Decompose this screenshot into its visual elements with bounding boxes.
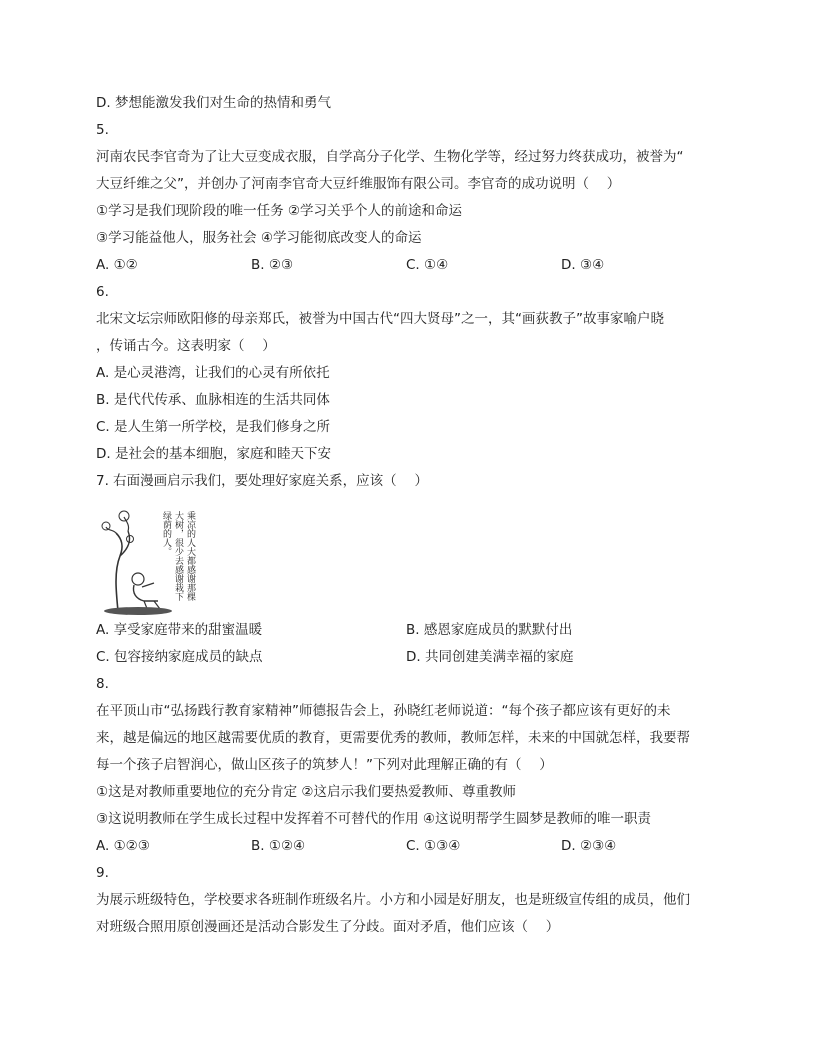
q7-stem: 7. 右面漫画启示我们，要处理好家庭关系，应该（ ）	[96, 473, 428, 489]
q5-options	[96, 252, 716, 279]
q8-number: 8.	[96, 676, 109, 692]
comic-text-col2: 大树，很少去感谢栽下	[173, 511, 183, 601]
q5-option-d[interactable]: D. ③④	[561, 257, 605, 273]
q7-option-c[interactable]: C. 包容接纳家庭成员的缺点	[96, 649, 263, 665]
comic-caption	[161, 510, 196, 602]
q6-stem-line1: 北宋文坛宗师欧阳修的母亲郑氏，被誉为中国古代“四大贤母”之一，其“画荻教子”故事家喻户晓	[96, 311, 664, 327]
q8-option-c[interactable]: C. ①③④	[406, 838, 461, 854]
comic-text-col3: 绿荫的人。	[161, 511, 171, 556]
q5-statement-2: ③学习能益他人，服务社会 ④学习能彻底改变人的命运	[96, 230, 422, 246]
q7-option-d[interactable]: D. 共同创建美满幸福的家庭	[406, 649, 574, 665]
q9-number: 9.	[96, 865, 109, 881]
q7-option-a[interactable]: A. 享受家庭带来的甜蜜温暖	[96, 622, 263, 638]
q5-statement-1: ①学习是我们现阶段的唯一任务 ②学习关乎个人的前途和命运	[96, 203, 462, 219]
q6-number: 6.	[96, 284, 109, 300]
q6-option-a[interactable]: A. 是心灵港湾，让我们的心灵有所依托	[96, 365, 330, 381]
exam-page	[96, 90, 716, 941]
q8-statement-1: ①这是对教师重要地位的充分肯定 ②这启示我们要热爱教师、尊重教师	[96, 784, 516, 800]
q6-stem-line2: ，传诵古今。这表明家（ ）	[96, 338, 276, 354]
q4-option-d: D. 梦想能激发我们对生命的热情和勇气	[96, 95, 331, 111]
tree-shade-comic	[98, 501, 198, 617]
comic-text-col1: 乘凉的人大都感谢那棵	[185, 511, 195, 601]
q6-option-d[interactable]: D. 是社会的基本细胞，家庭和睦天下安	[96, 446, 331, 462]
q5-option-c[interactable]: C. ①④	[406, 257, 449, 273]
q5-option-a[interactable]: A. ①②	[96, 257, 138, 273]
q8-stem-line1: 在平顶山市“弘扬践行教育家精神”师德报告会上，孙晓红老师说道：“每个孩子都应该有更好的未	[96, 703, 671, 719]
q5-stem-line1: 河南农民李官奇为了让大豆变成衣服，自学高分子化学、生物化学等，经过努力终获成功，被誉为“	[96, 149, 684, 165]
q7-option-b[interactable]: B. 感恩家庭成员的默默付出	[406, 622, 573, 638]
q8-options	[96, 833, 716, 860]
q7-options-row2	[96, 644, 716, 671]
q8-option-a[interactable]: A. ①②③	[96, 838, 150, 854]
q8-statement-2: ③这说明教师在学生成长过程中发挥着不可替代的作用 ④这说明帮学生圆梦是教师的唯一职责	[96, 811, 651, 827]
q6-option-b[interactable]: B. 是代代传承、血脉相连的生活共同体	[96, 392, 330, 408]
q8-stem-line3: 每一个孩子启智润心，做山区孩子的筑梦人！”下列对此理解正确的有（ ）	[96, 757, 553, 773]
q9-stem-line1: 为展示班级特色，学校要求各班制作班级名片。小方和小园是好朋友，也是班级宣传组的成员，他们	[96, 892, 690, 908]
q8-option-d[interactable]: D. ②③④	[561, 838, 617, 854]
comic-illustration	[98, 501, 198, 617]
q6-option-c[interactable]: C. 是人生第一所学校，是我们修身之所	[96, 419, 331, 435]
q8-option-b[interactable]: B. ①②④	[251, 838, 306, 854]
q5-number: 5.	[96, 122, 109, 138]
q5-option-b[interactable]: B. ②③	[251, 257, 294, 273]
q9-stem-line2: 对班级合照用原创漫画还是活动合影发生了分歧。面对矛盾，他们应该（ ）	[96, 919, 560, 935]
q7-options-row1	[96, 617, 716, 644]
q5-stem-line2: 大豆纤维之父”，并创办了河南李官奇大豆纤维服饰有限公司。李官奇的成功说明（ ）	[96, 176, 621, 192]
q8-stem-line2: 来，越是偏远的地区越需要优质的教育，更需要优秀的教师，教师怎样，未来的中国就怎样，我要帮	[96, 730, 690, 746]
